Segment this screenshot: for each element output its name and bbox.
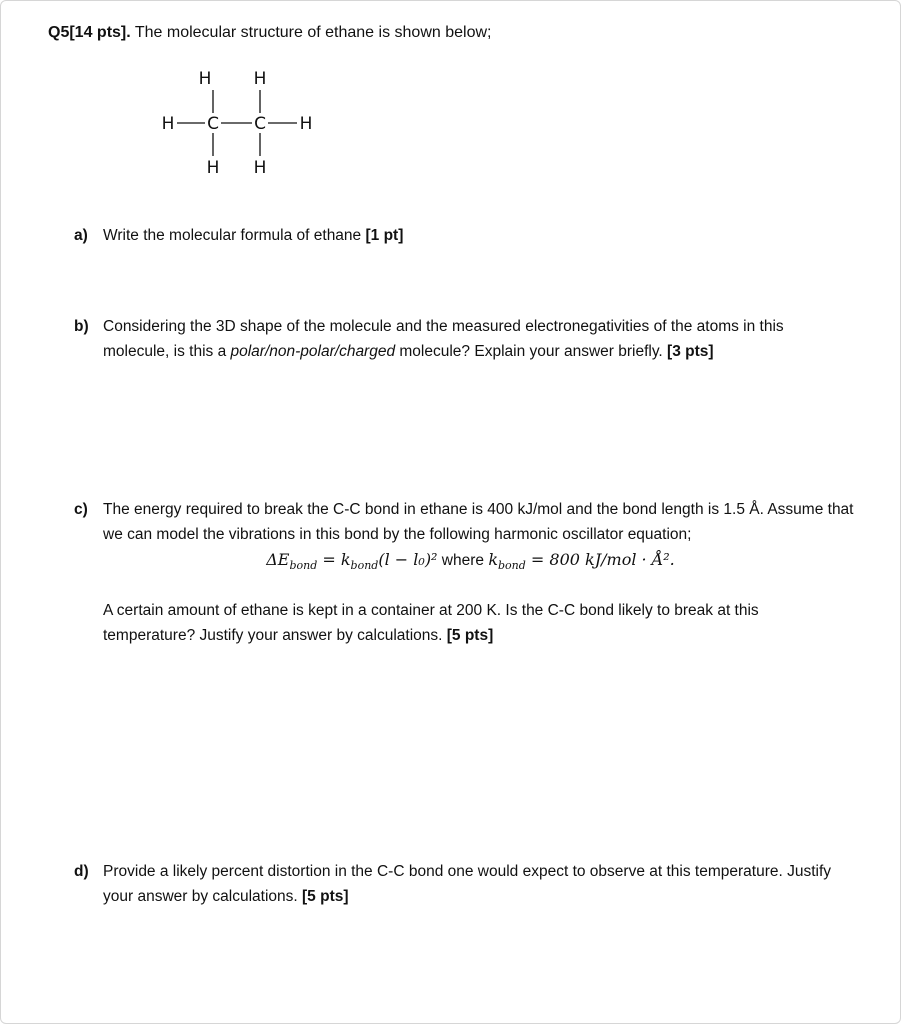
part-c-label: c) [74, 501, 88, 518]
question-title [48, 24, 491, 42]
atom-c-left: C [207, 114, 219, 134]
part-a [74, 223, 854, 248]
atom-h-top-right: H [253, 69, 267, 89]
part-c-text: The energy required to break the C-C bond in ethane is 400 kJ/mol and the bond length is 1.5 Å. Assume that we can model the vibrations in this bond by the following harmonic oscillator equation; [103, 501, 854, 543]
part-a-points: [1 pt] [365, 227, 404, 244]
atom-h-right: H [299, 114, 313, 134]
question-intro: The molecular structure of ethane is shown below; [134, 24, 492, 41]
part-b-label: b) [74, 318, 89, 335]
atom-c-right: C [254, 114, 266, 134]
part-d-points: [5 pts] [302, 888, 349, 905]
atom-h-bottom-right: H [253, 158, 267, 178]
part-d-text: Provide a likely percent distortion in the C-C bond one would expect to observe at this temperature. Justify your answer by calculations. [103, 863, 832, 905]
part-b-points: [3 pts] [667, 343, 714, 360]
part-a-label: a) [74, 227, 88, 244]
part-b-italic: polar/non-polar/charged [230, 343, 396, 360]
eq-k-sub: bond [498, 559, 526, 573]
part-c [74, 497, 854, 648]
part-c-text2: A certain amount of ethane is kept in a container at 200 K. Is the C-C bond likely to break at this temperature? Justify your answer by calculations. [103, 602, 759, 645]
eq-rhs: (l − l₀)² [378, 550, 438, 569]
part-d-label: d) [74, 863, 89, 880]
eq-lhs: ΔE [266, 550, 290, 569]
part-b [74, 314, 854, 364]
part-b-text: Considering the 3D shape of the molecule and the measured electronegativities of the atoms in this molecule, is this a [103, 318, 784, 360]
part-c-points: [5 pts] [446, 627, 494, 645]
eq-mid-sub: bond [350, 559, 379, 573]
atom-h-bottom-left: H [206, 158, 220, 178]
atom-h-top-left: H [198, 69, 212, 89]
ethane-structure-diagram [158, 66, 328, 178]
eq-k: k [488, 550, 499, 569]
part-d [74, 859, 854, 909]
atom-h-left: H [161, 114, 175, 134]
part-b-text-after: molecule? Explain your answer briefly. [395, 343, 668, 360]
eq-where: where [437, 552, 489, 569]
harmonic-oscillator-equation [103, 547, 838, 578]
eq-lhs-sub: bond [289, 559, 318, 573]
eq-mid: = k [317, 550, 351, 569]
part-a-text: Write the molecular formula of ethane [103, 227, 366, 244]
eq-value: = 800 kJ/mol · Å². [525, 550, 675, 569]
question-number: Q5[14 pts]. [48, 24, 131, 41]
